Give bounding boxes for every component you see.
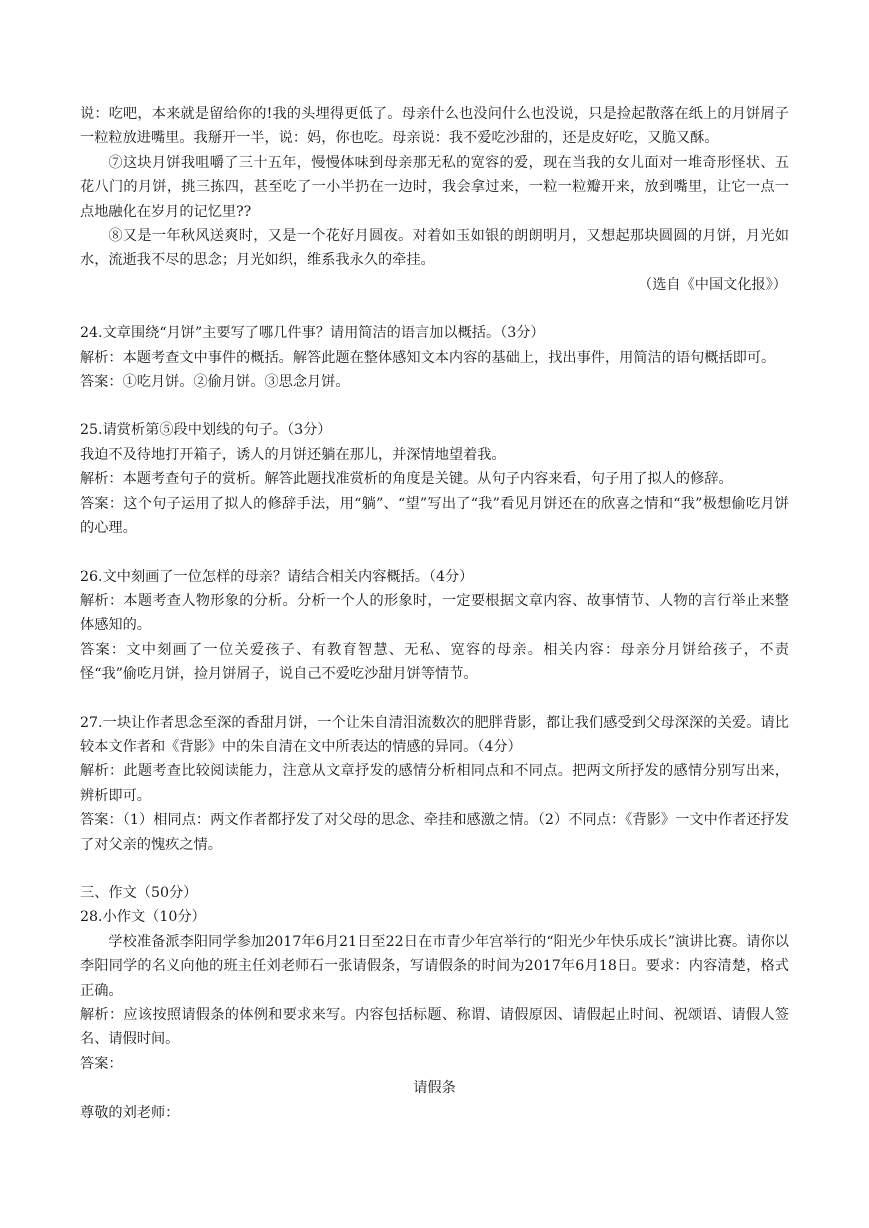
answer-text: 答案：（1）相同点：两文作者都抒发了对父母的思念、牵挂和感激之情。（2）不同点：《背影》一文中作者还抒发了对父亲的愧疚之情。 <box>80 812 789 853</box>
section-title: 三、作文（50分） <box>80 884 198 901</box>
passage-paragraph-continued: 说：吃吧，本来就是留给你的!我的头埋得更低了。母亲什么也没问什么也没说，只是捡起散落在纸上的月饼屑子一粒粒放进嘴里。我掰开一半，说：妈，你也吃。母亲说：我不爱吃沙甜的，还是皮好吃，又脆又酥。 <box>80 106 789 147</box>
question-text: 26.文中刻画了一位怎样的母亲？请结合相关内容概括。（4分） <box>80 568 474 585</box>
question-25 <box>80 418 789 540</box>
question-26 <box>80 565 789 687</box>
answer-label: 答案： <box>80 1055 123 1072</box>
answer-text: 答案：文中刻画了一位关爱孩子、有教育智慧、无私、宽容的母亲。相关内容：母亲分月饼给孩子，不责怪“我”偷吃月饼，捡月饼屑子，说自己不爱吃沙甜月饼等情节。 <box>80 641 789 683</box>
document-page <box>80 102 789 1125</box>
leave-note-salutation: 尊敬的刘老师： <box>80 1104 180 1121</box>
answer-text: 答案：这个句子运用了拟人的修辞手法，用“躺”、“望”写出了“我”看见月饼还在的欣喜之情和“我”极想偷吃月饼的心理。 <box>80 495 789 537</box>
analysis-text: 解析：应该按照请假条的体例和要求来写。内容包括标题、称谓、请假原因、请假起止时间、祝颂语、请假人签名、请假时间。 <box>80 1007 789 1048</box>
question-text: 24.文章围绕“月饼”主要写了哪几件事？请用简洁的语言加以概括。（3分） <box>80 325 545 342</box>
passage-paragraph-8: ⑧又是一年秋风送爽时，又是一个花好月圆夜。对着如玉如银的朗朗明月，又想起那块圆圆的月饼，月光如水，流逝我不尽的思念；月光如织，维系我永久的牵挂。 <box>80 228 789 269</box>
question-text: 25.请赏析第⑤段中划线的句子。（3分） <box>80 422 332 439</box>
composition-prompt: 学校准备派李阳同学参加2017年6月21日至22日在市青少年宫举行的“阳光少年快乐成长”演讲比赛。请你以李阳同学的名义向他的班主任刘老师石一张请假条，写请假条的时间为2017年6月18日。要求：内容清楚，格式正确。 <box>80 933 789 999</box>
passage-source: （选自《中国文化报》） <box>638 276 787 293</box>
answer-text: 答案：①吃月饼。②偷月饼。③思念月饼。 <box>80 374 350 391</box>
question-24 <box>80 321 789 394</box>
composition-section <box>80 881 789 1125</box>
analysis-text: 解析：本题考查句子的赏析。解答此题找准赏析的角度是关键。从句子内容来看，句子用了拟人的修辞。 <box>80 471 733 488</box>
analysis-text: 解析：本题考查文中事件的概括。解答此题在整体感知文本内容的基础上，找出事件，用简洁的语句概括即可。 <box>80 349 776 366</box>
analysis-text: 解析：本题考查人物形象的分析。分析一个人的形象时，一定要根据文章内容、故事情节、人物的言行举止来整体感知的。 <box>80 592 789 634</box>
question-27 <box>80 711 789 857</box>
leave-note-title: 请假条 <box>413 1080 456 1097</box>
composition-item-title: 28.小作文（10分） <box>80 909 206 926</box>
question-text: 27.一块让作者思念至深的香甜月饼，一个让朱自清泪流数次的肥胖背影，都让我们感受到父母深深的关爱。请比较本文作者和《背影》中的朱自清在文中所表达的情感的异同。（4分） <box>80 714 789 755</box>
quoted-sentence: 我迫不及待地打开箱子，诱人的月饼还躺在那儿，并深情地望着我。 <box>80 446 506 463</box>
passage-paragraph-7: ⑦这块月饼我咀嚼了三十五年，慢慢体味到母亲那无私的宽容的爱，现在当我的女儿面对一堆奇形怪状、五花八门的月饼，挑三拣四，甚至吃了一小半扔在一边时，我会拿过来，一粒一粒瓣开来，放到嘴里，让它一点一点地融化在岁月的记忆里?? <box>80 154 789 220</box>
analysis-text: 解析：此题考查比较阅读能力，注意从文章抒发的感情分析相同点和不同点。把两文所抒发的感情分别写出来，辨析即可。 <box>80 763 789 804</box>
